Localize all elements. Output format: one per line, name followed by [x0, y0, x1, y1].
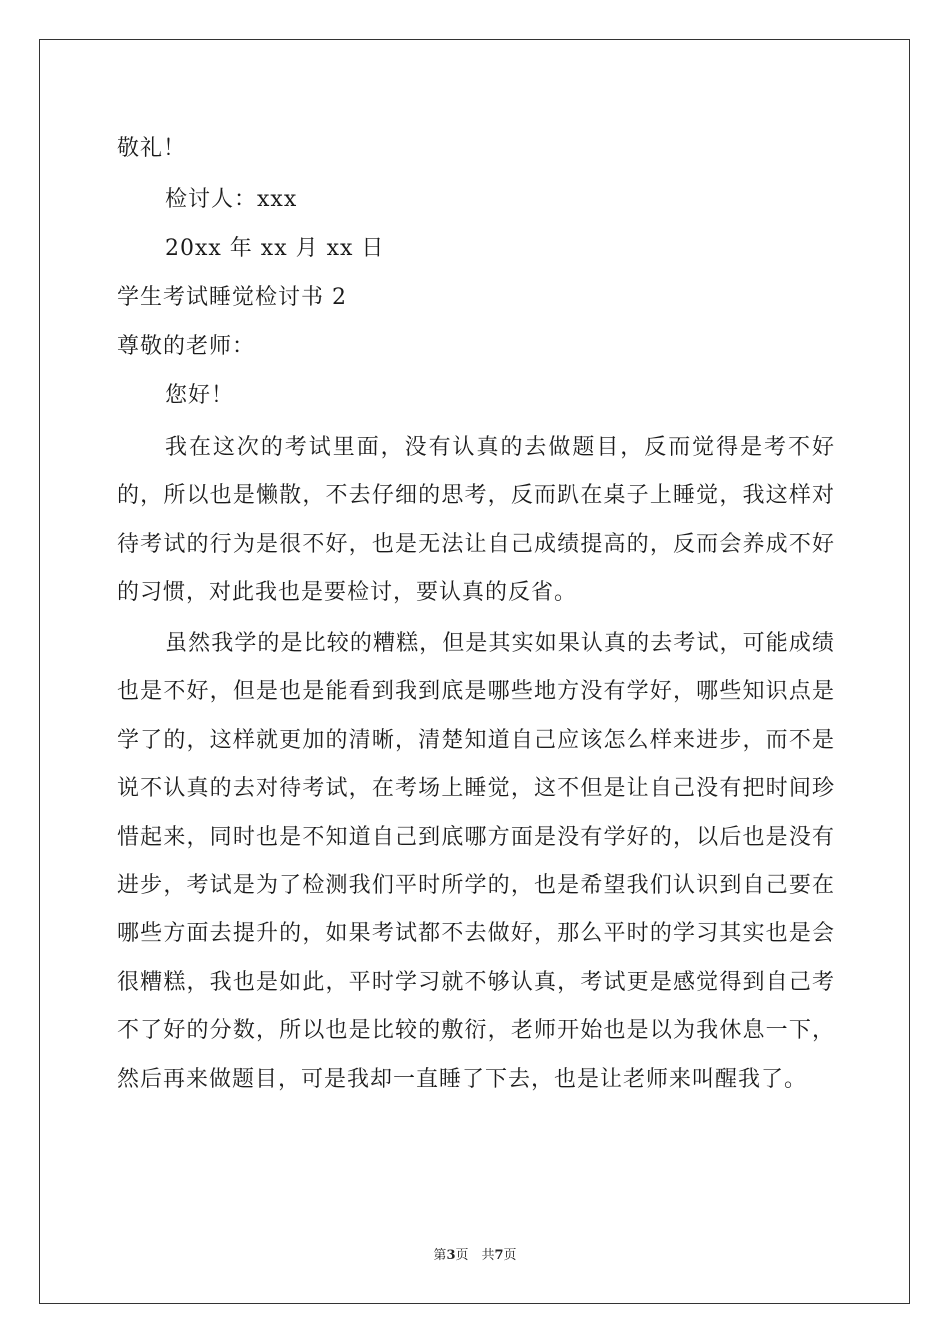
footer-page-prefix: 第 — [433, 1248, 447, 1263]
body-paragraph: 我在这次的考试里面，没有认真的去做题目，反而觉得是考不好的，所以也是懒散，不去仔细的思考，反而趴在桌子上睡觉，我这样对待考试的行为是很不好，也是无法让自己成绩提高的，反而会养成不好的习惯，对此我也是要检讨，要认真的反省。 — [117, 435, 835, 606]
letter-closing: 敬礼！ — [117, 136, 187, 161]
letter-signer: 检讨人：xxx — [165, 187, 298, 212]
footer-page-suffix: 页 — [503, 1248, 517, 1263]
footer-page-mid: 页 共 — [455, 1248, 495, 1263]
salutation: 尊敬的老师： — [117, 334, 256, 359]
page-footer — [0, 1248, 950, 1264]
letter-date: 20xx 年 xx 月 xx 日 — [165, 236, 385, 261]
body-paragraph: 虽然我学的是比较的糟糕，但是其实如果认真的去考试，可能成绩也是不好，但是也是能看到我到底是哪些地方没有学好，哪些知识点是学了的，这样就更加的清晰，清楚知道自己应该怎么样来进步，而不是说不认真的去对待考试，在考场上睡觉，这不但是让自己没有把时间珍惜起来，同时也是不知道自己到底哪方面是没有学好的，以后也是没有进步，考试是为了检测我们平时所学的，也是希望我们认识到自己要在哪些方面去提升的，如果考试都不去做好，那么平时的学习其实也是会很糟糕，我也是如此，平时学习就不够认真，考试更是感觉得到自己考不了好的分数，所以也是比较的敷衍，老师开始也是以为我休息一下，然后再来做题目，可是我却一直睡了下去，也是让老师来叫醒我了。 — [117, 631, 835, 1092]
footer-page-current: 3 — [446, 1248, 456, 1263]
footer-page-total: 7 — [494, 1248, 504, 1263]
greeting: 您好！ — [165, 383, 235, 408]
section-title: 学生考试睡觉检讨书 2 — [117, 285, 347, 310]
